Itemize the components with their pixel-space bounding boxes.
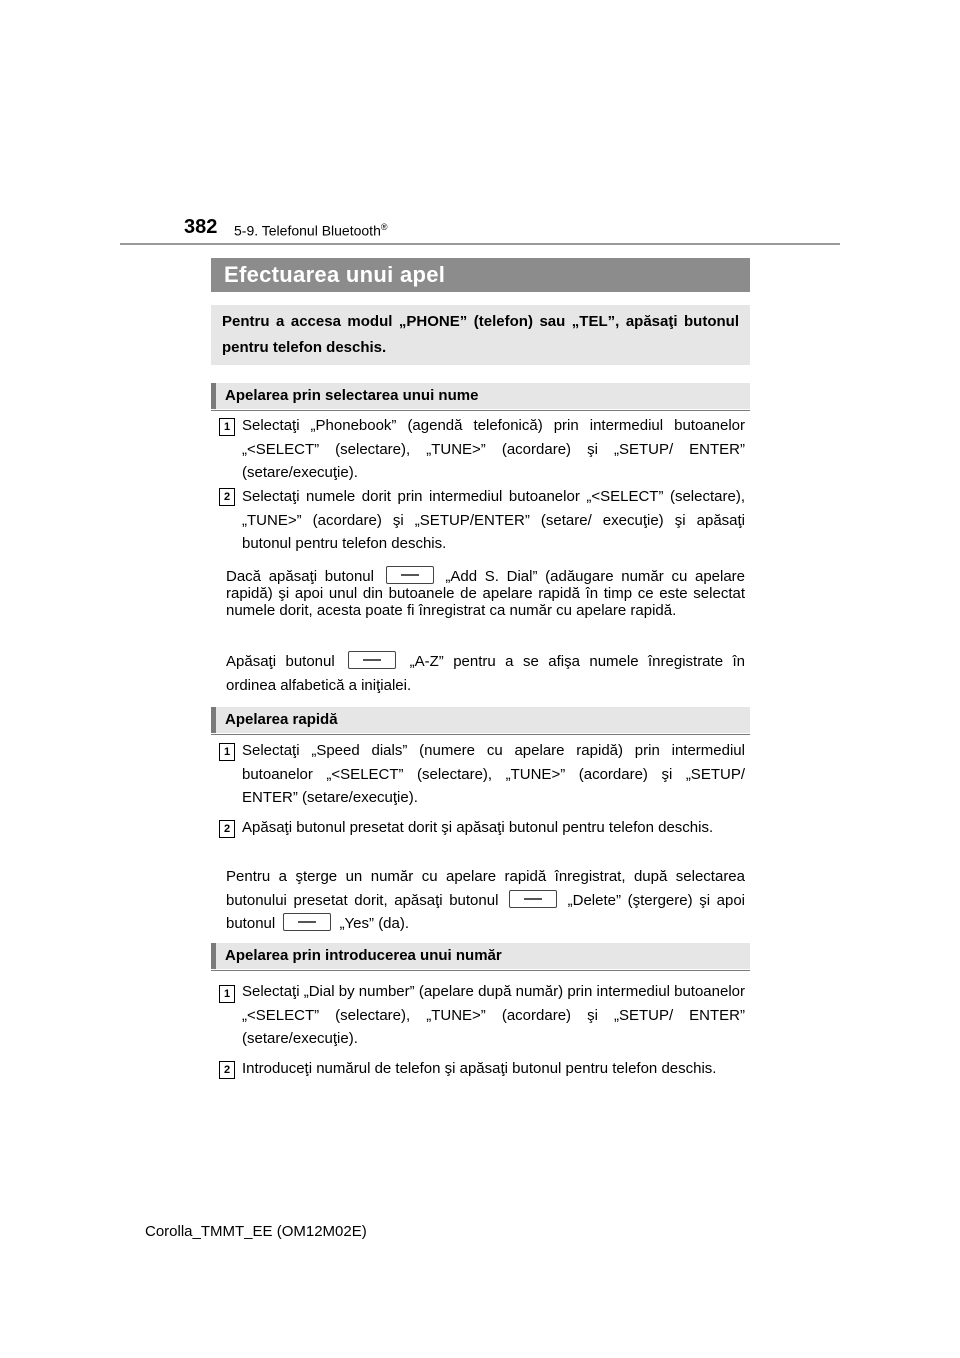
note-text: Apăsaţi butonul	[226, 653, 335, 670]
step-number: 1	[219, 743, 235, 761]
step-number: 2	[219, 820, 235, 838]
note-delete-speed-dial	[226, 865, 745, 936]
step-text: Selectaţi „Phonebook” (agendă telefonică) prin intermediul butoanelor „<SELECT” (selectare), „TUNE>” (acordare) şi „SETUP/ ENTER” (setare/execuţie).	[242, 417, 745, 481]
note-text: Dacă apăsaţi butonul	[226, 568, 374, 585]
section-heading-rule	[211, 410, 750, 411]
note-add-speed-dial	[226, 566, 745, 619]
step-number: 2	[219, 488, 235, 506]
note-a-z	[226, 650, 745, 697]
section-label	[234, 222, 388, 239]
page-number: 382	[184, 216, 218, 238]
note-text: „A-Z” pentru a se afişa numele înregistrate în ordinea alfabetică a iniţialei.	[226, 653, 745, 694]
step-text: Selectaţi numele dorit prin intermediul butoanelor „<SELECT” (selectare), „TUNE>” (acordare) şi „SETUP/ENTER” (setare/ execuţie) şi apăsaţi butonul pentru telefon deschis.	[242, 488, 745, 552]
step-text: Selectaţi „Dial by number” (apelare după număr) prin intermediul butoanelor „<SELECT” (selectare), „TUNE>” (acordare) şi „SETUP/ ENTER” (setare/execuţie).	[242, 983, 745, 1047]
note-text: „Delete” (ştergere) şi apoi butonul	[226, 891, 746, 932]
step-number: 1	[219, 418, 235, 436]
button-icon	[348, 651, 396, 669]
button-icon	[386, 566, 434, 584]
registered-mark: ®	[380, 222, 388, 232]
button-icon	[283, 913, 331, 931]
section-heading-number-dial: Apelarea prin introducerea unui număr	[211, 943, 750, 969]
note-text: „Add S. Dial” (adăugare număr cu apelare rapidă) şi apoi unul din butoanele de apelare rapidă în timp ce este selectat numele dorit, acesta poate fi înregistrat ca număr cu apelare rapidă.	[226, 568, 746, 619]
note-text: Pentru a şterge un număr cu apelare rapidă înregistrat, după selectarea butonului presetat dorit, apăsaţi butonul	[226, 868, 745, 909]
footer-doc-id: Corolla_TMMT_EE (OM12M02E)	[145, 1223, 367, 1240]
section-heading-name-dial: Apelarea prin selectarea unui nume	[211, 383, 750, 409]
step-text: Apăsaţi butonul presetat dorit şi apăsaţi butonul pentru telefon deschis.	[242, 819, 714, 836]
step-number: 2	[219, 1061, 235, 1079]
section-heading-rule	[211, 970, 750, 971]
header-rule	[120, 243, 840, 245]
section-heading-rule	[211, 734, 750, 735]
intro-box: Pentru a accesa modul „PHONE” (telefon) sau „TEL”, apăsaţi butonul pentru telefon deschis.	[211, 305, 750, 365]
section-title: 5-9. Telefonul Bluetooth	[234, 222, 381, 239]
note-text: „Yes” (da).	[339, 915, 410, 932]
section-heading-speed-dial: Apelarea rapidă	[211, 707, 750, 733]
page-title: Efectuarea unui apel	[211, 258, 750, 292]
step-number: 1	[219, 985, 235, 1003]
button-icon	[509, 890, 557, 908]
step-text: Introduceţi numărul de telefon şi apăsaţi butonul pentru telefon deschis.	[242, 1060, 717, 1077]
step-text: Selectaţi „Speed dials” (numere cu apelare rapidă) prin intermediul butoanelor „<SELECT” (selectare), „TUNE>” (acordare) şi „SETUP/ ENTER” (setare/execuţie).	[242, 742, 745, 806]
